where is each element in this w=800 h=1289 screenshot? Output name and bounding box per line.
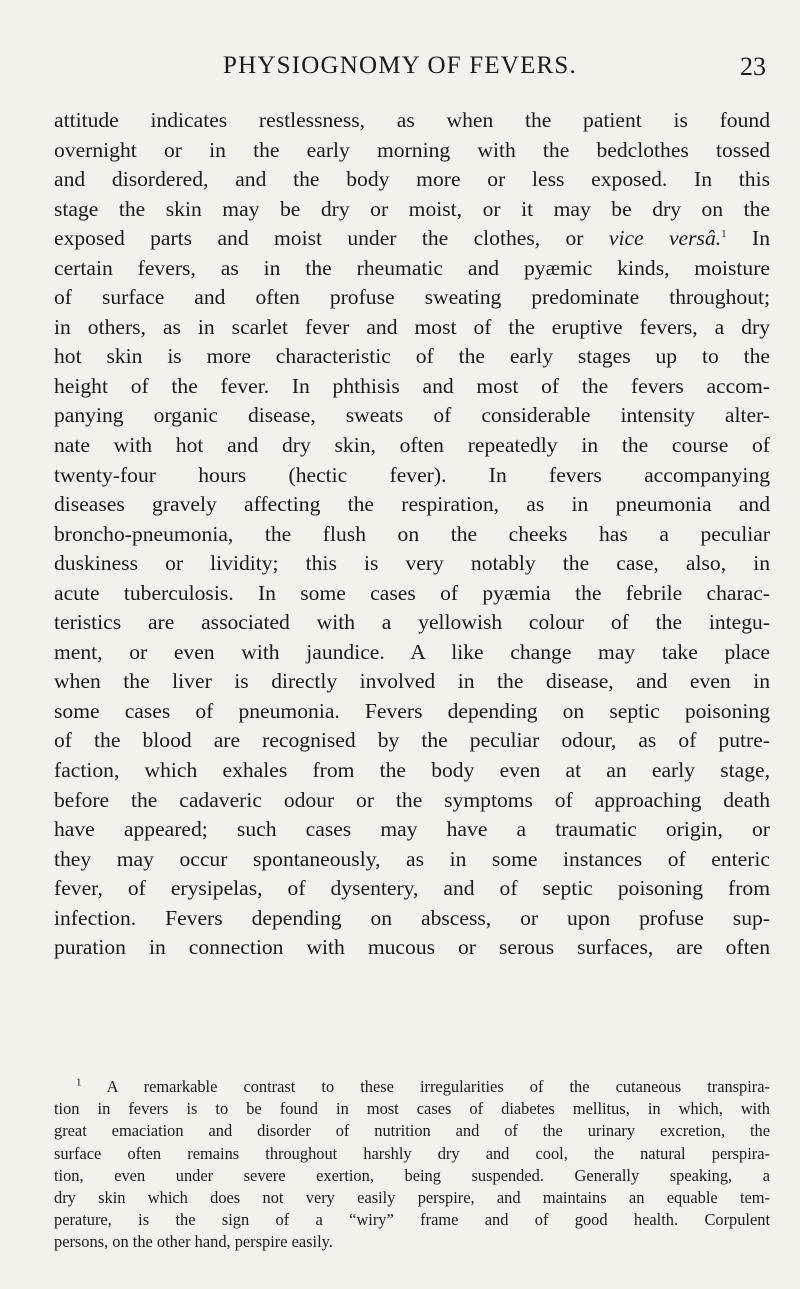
body-line: hot skin is more characteristic of the early stages up to the (54, 344, 770, 369)
body-line: duskiness or lividity; this is very notably the case, also, in (54, 551, 770, 576)
body-line: faction, which exhales from the body even at an early stage, (54, 758, 770, 783)
footnote-line: surface often remains throughout harshly dry and cool, the natural perspira- (54, 1143, 770, 1163)
footnote-line: great emaciation and disorder of nutrition and of the urinary excretion, the (54, 1121, 770, 1141)
footnote-line: persons, on the other hand, perspire easily. (54, 1232, 333, 1252)
body-line: have appeared; such cases may have a traumatic origin, or (54, 817, 770, 842)
body-text (54, 106, 770, 963)
page-header (0, 52, 800, 86)
body-line: before the cadaveric odour or the symptoms of approaching death (54, 787, 770, 812)
body-line: panying organic disease, sweats of considerable intensity alter- (54, 403, 770, 428)
body-line: puration in connection with mucous or serous surfaces, are often (54, 935, 770, 960)
body-line-with-footnote-ref (54, 224, 770, 254)
body-line: of surface and often profuse sweating predominate throughout; (54, 285, 770, 310)
body-line: some cases of pneumonia. Fevers depending on septic poisoning (54, 698, 770, 723)
body-line: fever, of erysipelas, of dysentery, and of septic poisoning from (54, 876, 770, 901)
body-line: certain fevers, as in the rheumatic and pyæmic kinds, moisture (54, 255, 770, 280)
body-line: and disordered, and the body more or less exposed. In this (54, 167, 770, 192)
footnote (54, 1076, 770, 1254)
body-line: broncho-pneumonia, the flush on the cheeks has a peculiar (54, 521, 770, 546)
body-line: attitude indicates restlessness, as when the patient is found (54, 108, 770, 132)
body-line: overnight or in the early morning with the bedclothes tossed (54, 137, 770, 162)
footnote-line: dry skin which does not very easily perspire, and maintains an equable tem- (54, 1187, 770, 1207)
body-line: diseases gravely affecting the respiration, as in pneumonia and (54, 492, 770, 517)
body-line: infection. Fevers depending on abscess, or upon profuse sup- (54, 905, 770, 930)
body-line: of the blood are recognised by the peculiar odour, as of putre- (54, 728, 770, 753)
body-line: in others, as in scarlet fever and most of the eruptive fevers, a dry (54, 314, 770, 339)
running-title: PHYSIOGNOMY OF FEVERS. (222, 52, 577, 79)
body-line: ment, or even with jaundice. A like change may take place (54, 639, 770, 664)
page-number: 23 (740, 52, 766, 81)
footnote-reference: 1 (721, 228, 727, 240)
body-line: nate with hot and dry skin, often repeatedly in the course of (54, 433, 770, 458)
body-line: they may occur spontaneously, as in some instances of enteric (54, 846, 770, 871)
body-line-text: exposed parts and moist under the clothes, or (54, 226, 584, 251)
italic-phrase: vice versâ. (608, 226, 722, 251)
body-line: when the liver is directly involved in the disease, and even in (54, 669, 770, 694)
body-line: twenty-four hours (hectic fever). In fevers accompanying (54, 462, 770, 487)
footnote-line (54, 1076, 770, 1098)
footnote-line-text: A remarkable contrast to these irregularities of the cutaneous transpira- (106, 1077, 770, 1096)
body-line-tail: In (752, 226, 770, 251)
footnote-line: tion in fevers is to be found in most cases of diabetes mellitus, in which, with (54, 1099, 770, 1119)
footnote-marker: 1 (76, 1076, 82, 1089)
body-line: teristics are associated with a yellowish colour of the integu- (54, 610, 770, 635)
footnote-line: perature, is the sign of a “wiry” frame and of good health. Corpulent (54, 1210, 770, 1230)
body-line: acute tuberculosis. In some cases of pyæmia the febrile charac- (54, 580, 770, 605)
body-line: stage the skin may be dry or moist, or it may be dry on the (54, 196, 770, 221)
footnote-line: tion, even under severe exertion, being suspended. Generally speaking, a (54, 1165, 770, 1185)
body-line: height of the fever. In phthisis and most of the fevers accom- (54, 373, 770, 398)
